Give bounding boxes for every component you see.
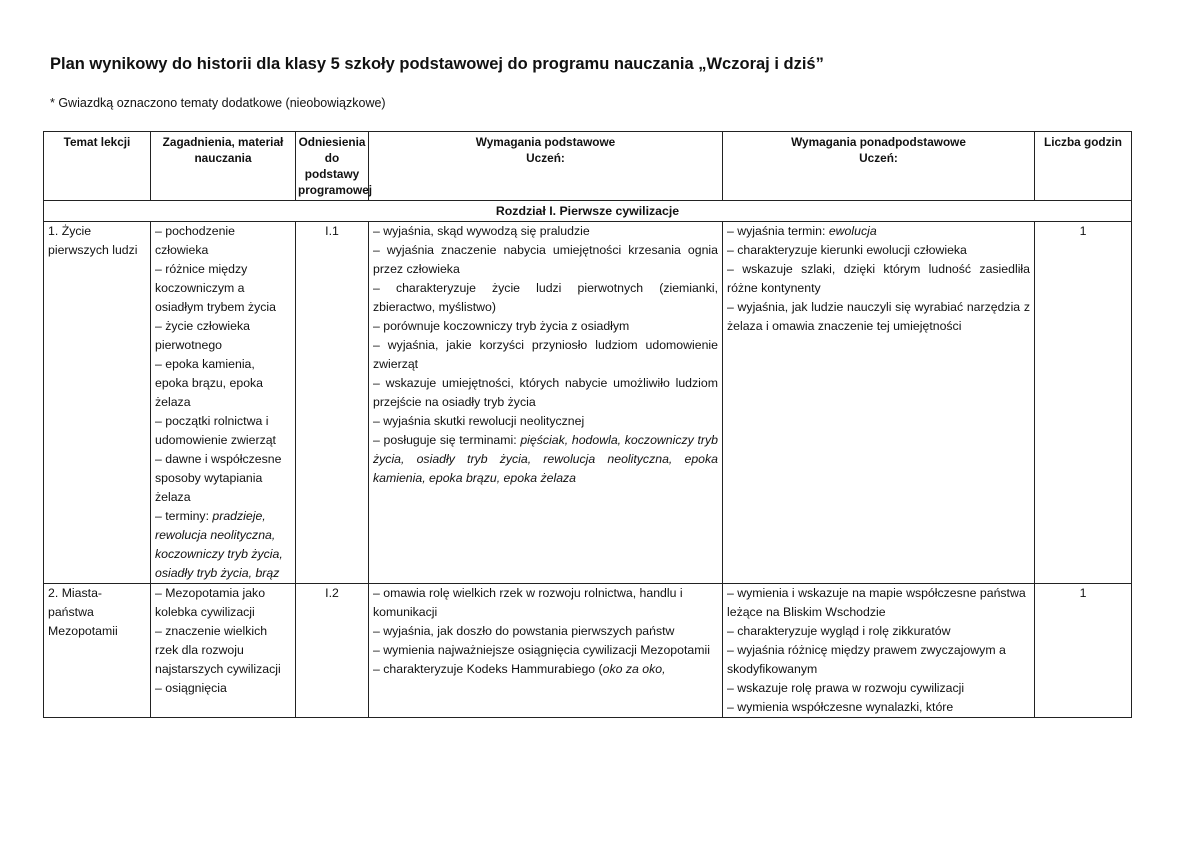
terms-italic: pięściak, hodowla, koczowniczy tryb życia, osiadły tryb życia, rewolucja neolityczna, epoka kamienia, epoka brązu, epoka żelaza bbox=[373, 433, 718, 485]
table-row bbox=[44, 584, 1132, 718]
list-item: – omawia rolę wielkich rzek w rozwoju rolnictwa, handlu i komunikacji bbox=[373, 586, 683, 619]
header-odniesienia: Odniesienia do podstawy programowej bbox=[296, 132, 369, 201]
ref-cell: I.1 bbox=[296, 222, 369, 584]
list-item-term bbox=[727, 222, 1030, 241]
list-item: – charakteryzuje życie ludzi pierwotnych (ziemianki, zbieractwo, myślistwo) bbox=[373, 281, 718, 314]
list-item-last bbox=[373, 660, 718, 679]
list-item: – wymienia najważniejsze osiągnięcia cywilizacji Mezopotamii bbox=[373, 643, 710, 657]
table-header-row bbox=[44, 132, 1132, 201]
list-item-terms bbox=[373, 431, 718, 488]
list-item: – różnice między koczowniczym a osiadłym trybem życia bbox=[155, 262, 276, 314]
header-liczba: Liczba godzin bbox=[1035, 132, 1132, 201]
topic-cell bbox=[44, 584, 151, 718]
lesson-plan-table bbox=[43, 131, 1132, 718]
list-item: – wyjaśnia, jakie korzyści przyniosło ludziom udomowienie zwierząt bbox=[373, 338, 718, 371]
list-item: – dawne i współczesne sposoby wytapiania żelaza bbox=[155, 452, 282, 504]
podstawowe-cell bbox=[369, 222, 723, 584]
list-item-terms bbox=[155, 507, 291, 583]
header-ponadpodstawowe: Wymagania ponadpodstawowe Uczeń: bbox=[723, 132, 1035, 201]
list-item: – wyjaśnia różnicę między prawem zwyczajowym a skodyfikowanym bbox=[727, 643, 1006, 676]
term-italic: ewolucja bbox=[828, 224, 877, 238]
hours-cell: 1 bbox=[1035, 222, 1132, 584]
list-item: – początki rolnictwa i udomowienie zwierząt bbox=[155, 414, 276, 447]
list-item: – porównuje koczowniczy tryb życia z osiadłym bbox=[373, 319, 630, 333]
header-podstawowe: Wymagania podstawowe Uczeń: bbox=[369, 132, 723, 201]
list-item: – wyjaśnia, jak ludzie nauczyli się wyrabiać narzędzia z żelaza i omawia znaczenie tej umiejętności bbox=[727, 300, 1030, 333]
list-item: – epoka kamienia, epoka brązu, epoka żelaza bbox=[155, 357, 264, 409]
topic-title: Życie pierwszych ludzi bbox=[48, 224, 138, 257]
list-item: – charakteryzuje kierunki ewolucji człowieka bbox=[727, 243, 967, 257]
list-item: – Mezopotamia jako kolebka cywilizacji bbox=[155, 586, 266, 619]
header-zagadnienia: Zagadnienia, materiał nauczania bbox=[151, 132, 296, 201]
hours-cell: 1 bbox=[1035, 584, 1132, 718]
list-item: – osiągnięcia bbox=[155, 681, 227, 695]
terms-prefix: – posługuje się terminami: bbox=[373, 433, 521, 447]
ref-cell: I.2 bbox=[296, 584, 369, 718]
list-item: – wskazuje szlaki, dzięki którym ludność zasiedliła różne kontynenty bbox=[727, 262, 1030, 295]
list-item: – wymienia i wskazuje na mapie współczesne państwa leżące na Bliskim Wschodzie bbox=[727, 586, 1026, 619]
list-item: – wymienia współczesne wynalazki, które bbox=[727, 700, 954, 714]
section-row bbox=[44, 201, 1132, 222]
table-row bbox=[44, 222, 1132, 584]
kodeks-italic: oko za oko, bbox=[602, 662, 666, 676]
list-item: – wskazuje umiejętności, których nabycie umożliwiło ludziom przejście na osiadły tryb życia bbox=[373, 376, 718, 409]
terms-prefix: – terminy: bbox=[155, 509, 213, 523]
list-item: – wskazuje rolę prawa w rozwoju cywilizacji bbox=[727, 681, 965, 695]
document-title: Plan wynikowy do historii dla klasy 5 szkoły podstawowej do programu nauczania „Wczoraj i dziś” bbox=[50, 55, 824, 73]
asterisk-note: * Gwiazdką oznaczono tematy dodatkowe (nieobowiązkowe) bbox=[50, 96, 386, 110]
ponadpodstawowe-cell bbox=[723, 222, 1035, 584]
podstawowe-cell bbox=[369, 584, 723, 718]
list-item: – wyjaśnia, jak doszło do powstania pierwszych państw bbox=[373, 624, 675, 638]
section-title: Rozdział I. Pierwsze cywilizacje bbox=[44, 201, 1132, 222]
kodeks-prefix: – charakteryzuje Kodeks Hammurabiego ( bbox=[373, 662, 603, 676]
list-item: – wyjaśnia znaczenie nabycia umiejętności krzesania ognia przez człowieka bbox=[373, 243, 718, 276]
topic-number: 2. bbox=[48, 586, 59, 600]
topic-number: 1. bbox=[48, 224, 59, 238]
topic-title: Miasta-państwa Mezopotamii bbox=[48, 586, 118, 638]
list-item: – życie człowieka pierwotnego bbox=[155, 319, 250, 352]
term-prefix: – wyjaśnia termin: bbox=[727, 224, 829, 238]
topic-cell bbox=[44, 222, 151, 584]
ponadpodstawowe-cell bbox=[723, 584, 1035, 718]
header-temat: Temat lekcji bbox=[44, 132, 151, 201]
list-item: – pochodzenie człowieka bbox=[155, 224, 235, 257]
terms-italic: pradzieje, rewolucja neolityczna, koczowniczy tryb życia, osiadły tryb życia, brąz bbox=[155, 509, 283, 580]
zagadnienia-cell bbox=[151, 584, 296, 718]
zagadnienia-cell bbox=[151, 222, 296, 584]
list-item: – wyjaśnia, skąd wywodzą się praludzie bbox=[373, 224, 590, 238]
list-item: – znaczenie wielkich rzek dla rozwoju najstarszych cywilizacji bbox=[155, 624, 281, 676]
list-item: – charakteryzuje wygląd i rolę zikkuratów bbox=[727, 624, 951, 638]
list-item: – wyjaśnia skutki rewolucji neolitycznej bbox=[373, 414, 585, 428]
